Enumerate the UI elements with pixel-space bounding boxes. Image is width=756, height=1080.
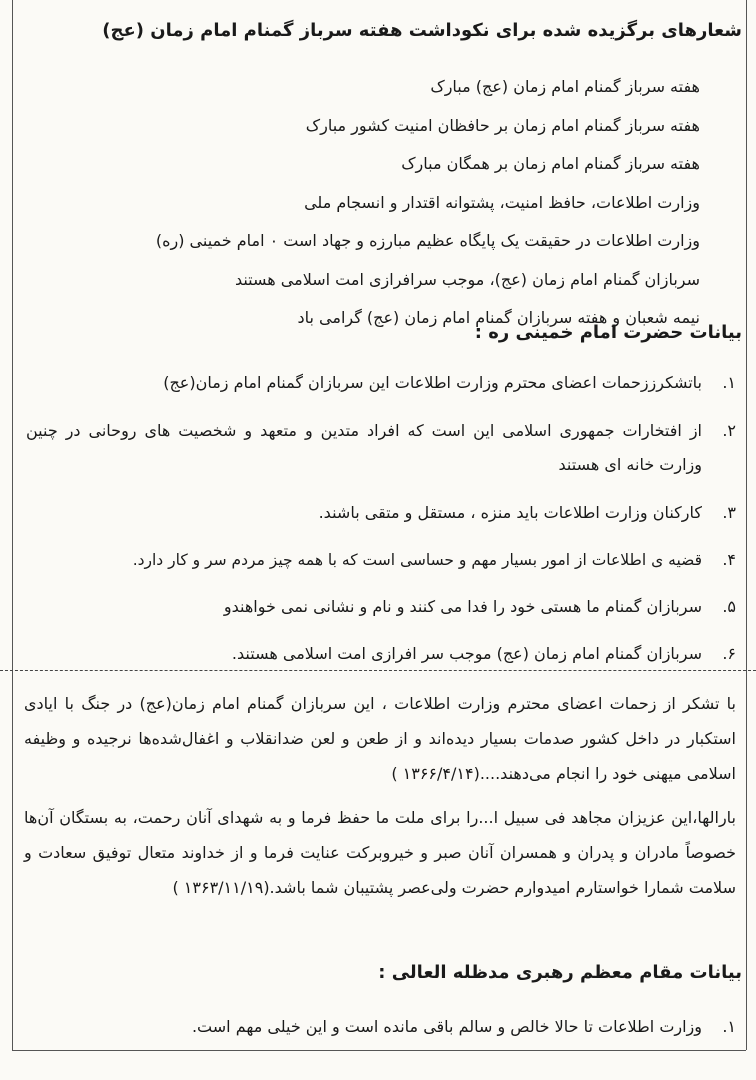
item-number: ۱. (722, 373, 736, 392)
item-number: ۵. (722, 597, 736, 616)
slogan-line: وزارت اطلاعات در حقیقت یک پایگاه عظیم مبارزه و جهاد است ۰ امام خمینی (ره) (155, 231, 700, 250)
slogan-line: هفته سرباز گمنام امام زمان بر همگان مبارک (401, 154, 700, 173)
item-text: کارکنان وزارت اطلاعات باید منزه ، مستقل و متقی باشند. (318, 503, 702, 522)
slogans-heading: شعارهای برگزیده شده برای نکوداشت هفته سرباز گمنام امام زمان (عج) (102, 20, 742, 41)
item-text: قضیه ی اطلاعات از امور بسیار مهم و حساسی است که با همه چیز مردم سر و کار دارد. (132, 551, 702, 569)
slogan-line: نیمه شعبان و هفته سربازان گمنام امام زمان (عج) گرامی باد (297, 308, 700, 327)
item-text: باتشکرززحمات اعضای محترم وزارت اطلاعات این سربازان گمنام امام زمان(عج) (163, 373, 702, 392)
khomeini-heading: بیانات حضرت امام خمینی ره : (474, 322, 742, 343)
page-border-left (12, 0, 13, 1050)
khomeini-item (26, 543, 736, 577)
dashed-divider (0, 670, 756, 671)
slogan-line: هفته سرباز گمنام امام زمان بر حافظان امنیت کشور مبارک (305, 115, 700, 135)
slogan-line: سربازان گمنام امام زمان (عج)، موجب سرافرازی امت اسلامی هستند (234, 269, 700, 289)
page-border-bottom (12, 1050, 746, 1051)
khomeini-item (26, 366, 736, 400)
item-number: ۲. (722, 421, 736, 440)
item-text: از افتخارات جمهوری اسلامی این است که افراد متدین و متعهد و شخصیت های روحانی در چنین وزارت خانه ای هستند (26, 421, 702, 474)
item-number: ۶. (722, 644, 736, 663)
page-border-right (746, 0, 747, 1050)
item-number: ۳. (722, 503, 736, 522)
item-number: ۱. (722, 1017, 736, 1036)
slogan-line: وزارت اطلاعات، حافظ امنیت، پشتوانه اقتدار و انسجام ملی (304, 192, 700, 212)
khomeini-item (26, 590, 736, 624)
item-text: سربازان گمنام ما هستی خود را فدا می کنند و نام و نشانی نمی خواهندو (223, 597, 702, 616)
item-number: ۴. (722, 550, 736, 569)
slogans-list (50, 68, 700, 338)
khomeini-item (26, 637, 736, 671)
quote-paragraph: با تشکر از زحمات اعضای محترم وزارت اطلاعات ، این سربازان گمنام امام زمان(عج) در جنگ با ایادی استکبار در داخل کشور صدمات بسیار دیده‌اند و از طعن و لعن ضدانقلاب و اغفال‌شده‌ها نرجیده و وظیفه اسلامی میهنی خود را انجام می‌دهند....(۱۳۶۶/۴/۱۴ ) (24, 694, 736, 783)
leader-heading: بیانات مقام معظم رهبری مدظله العالی : (378, 962, 742, 983)
item-text: سربازان گمنام امام زمان (عج) موجب سر افرازی امت اسلامی هستند. (231, 644, 702, 663)
prayer-paragraph: بارالها،این عزیزان مجاهد فی سبیل ا...را برای ملت ما حفظ فرما و به شهدای آنان رحمت، به بستگان آن‌ها خصوصاً مادران و پدران و همسران آنان صبر و خیروبرکت عنایت فرما و از خداوند متعال توفیق سعادت و سلامت شمارا خواستارم امیدوارم حضرت ولی‌عصر پشتیبان شما باشد.(۱۳۶۳/۱۱/۱۹ ) (24, 808, 736, 897)
leader-item (26, 1010, 736, 1044)
slogan-line: هفته سرباز گمنام امام زمان (عج) مبارک (430, 77, 700, 96)
item-text: وزارت اطلاعات تا حالا خالص و سالم باقی مانده است و این خیلی مهم است. (191, 1017, 702, 1036)
khomeini-item (26, 496, 736, 530)
khomeini-item (26, 414, 736, 482)
